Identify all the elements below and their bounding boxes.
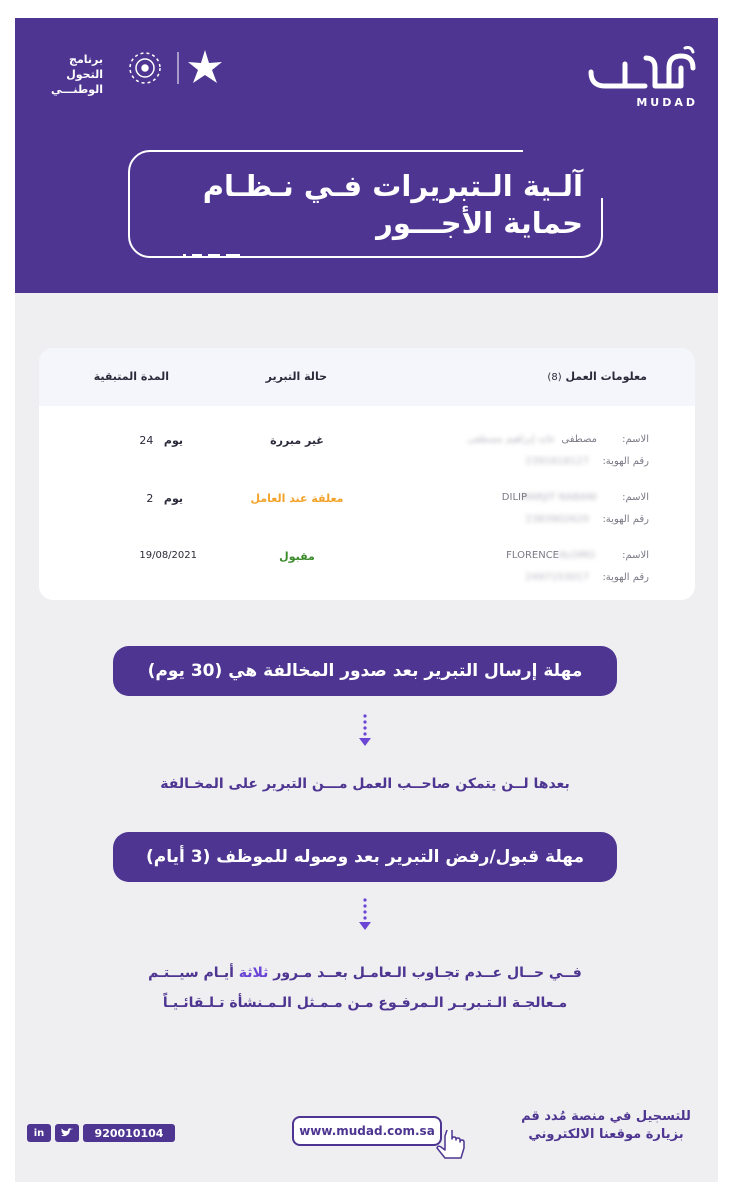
worker-name-masked: ALOMO	[558, 550, 595, 561]
worker-name: FLORENCE	[506, 550, 559, 561]
twitter-icon[interactable]	[55, 1124, 79, 1142]
down-arrow-icon	[358, 714, 372, 748]
highlight-three: ثلاثة	[238, 965, 269, 981]
header-banner	[15, 18, 718, 293]
column-header-status: حالة التبرير	[265, 370, 327, 383]
table-row[interactable]	[39, 478, 695, 536]
worker-id-masked: 2383902620	[525, 514, 589, 525]
note-line-2: مـعالجـة الـتـبريـر الـمرفـوع مـن مـمـثل الـمـنشأة تـلـقائـيـاً	[162, 995, 568, 1011]
linkedin-icon[interactable]: in	[27, 1124, 51, 1142]
table-row[interactable]	[39, 536, 695, 594]
step-response-deadline: مهلة قبول/رفض التبرير بعد وصوله للموظف (3 أيام)	[113, 832, 617, 882]
note-auto-processing	[75, 958, 655, 1018]
worker-id-masked: 2391618127	[525, 456, 589, 467]
vision-2030-logo-icon	[130, 53, 160, 83]
worker-name: مصطفى	[561, 434, 597, 445]
status-badge: معلقة عند العامل	[250, 492, 344, 505]
id-label: رقم الهوية:	[602, 456, 649, 467]
title-decoration	[183, 254, 240, 258]
name-label: الاسم:	[622, 492, 649, 503]
website-link[interactable]: www.mudad.com.sa	[292, 1116, 442, 1146]
register-cta: للتسجيل في منصة مُدد قم بزيارة موقعنا الالكتروني	[521, 1109, 691, 1142]
contact-bar	[27, 1124, 175, 1142]
step-submission-deadline: مهلة إرسال التبرير بعد صدور المخالفة هي (30 يوم)	[113, 646, 617, 696]
status-badge: مقبول	[279, 550, 315, 563]
remaining-days: يوم 2	[146, 492, 183, 505]
worker-name-masked: MARJIT NABANI	[520, 492, 597, 503]
note-after-deadline: بعدها لــن يتمكن صاحــب العمل مـــن التبرير على المخـالفة	[160, 776, 570, 792]
worker-count: (8)	[547, 372, 562, 383]
table-header	[39, 348, 695, 406]
column-header-remaining: المدة المتبقية	[93, 370, 169, 383]
remaining-days: يوم 24	[139, 434, 183, 447]
worker-name-masked: عابد إبراهيم مصطفى	[467, 434, 555, 445]
mudad-wordmark: MUDAD	[636, 96, 698, 109]
worker-id-masked: 2497153017	[525, 572, 589, 583]
sparkle-logo-icon	[188, 50, 222, 83]
down-arrow-icon	[358, 898, 372, 932]
justifications-table	[39, 348, 695, 600]
phone-number[interactable]: 920010104	[83, 1124, 175, 1142]
name-label: الاسم:	[622, 550, 649, 561]
pointer-hand-icon	[435, 1130, 471, 1162]
id-label: رقم الهوية:	[602, 514, 649, 525]
id-label: رقم الهوية:	[602, 572, 649, 583]
column-header-info: معلومات العمل (8)	[547, 370, 647, 383]
table-row[interactable]	[39, 420, 695, 478]
note-line-1: فــي حــال عــدم تجـاوب الـعامـل بعــد مـرور ثلاثة أيـام سيــتـم	[148, 965, 582, 981]
infographic-frame	[15, 18, 718, 1182]
partner-program-name: برنامج التحول الوطنـــي	[50, 53, 103, 96]
status-badge: غير مبررة	[270, 434, 324, 447]
name-label: الاسم:	[622, 434, 649, 445]
page-title: آلـية الـتبريرات فـي نـظـام حماية الأجـــور	[202, 169, 583, 240]
worker-name: DILIP	[501, 492, 527, 503]
decision-date: 19/08/2021	[139, 550, 197, 561]
